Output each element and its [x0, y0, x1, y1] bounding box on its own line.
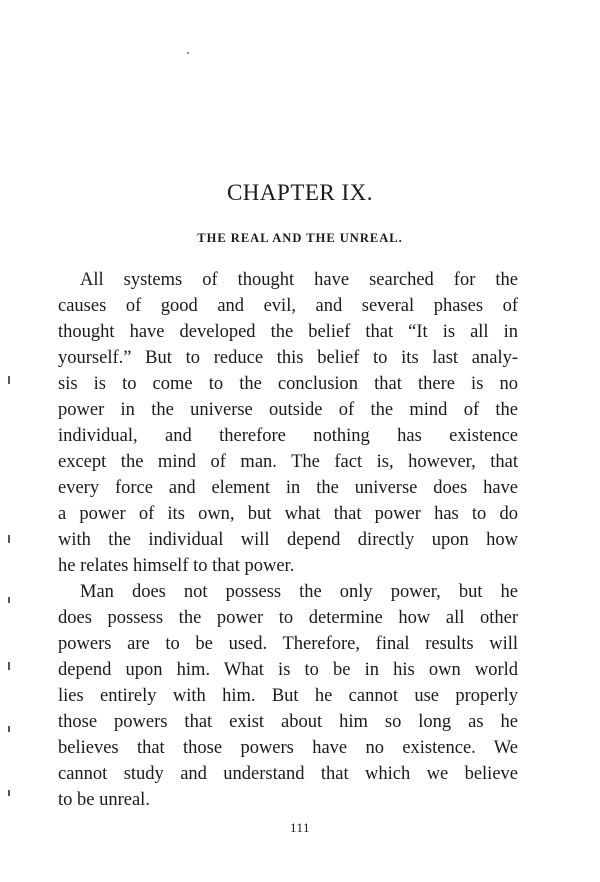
text-line: sis is to come to the conclusion that there is no — [58, 374, 518, 394]
chapter-subtitle: THE REAL AND THE UNREAL. — [197, 231, 403, 245]
body-text — [58, 267, 518, 813]
text-line: All systems of thought have searched for the — [80, 270, 518, 290]
margin-mark — [8, 726, 10, 732]
margin-mark — [8, 535, 10, 543]
margin-mark — [8, 597, 10, 603]
margin-mark — [8, 790, 10, 796]
text-line: power in the universe outside of the mind of the — [58, 400, 518, 420]
page-number: 111 — [289, 820, 311, 835]
page-speck — [187, 52, 189, 54]
text-line: cannot study and understand that which we believe — [58, 764, 518, 784]
text-line: depend upon him. What is to be in his own world — [58, 660, 518, 680]
chapter-heading: CHAPTER IX. — [226, 180, 374, 205]
text-line: those powers that exist about him so long as he — [58, 712, 518, 732]
text-line: thought have developed the belief that “It is all in — [58, 322, 518, 342]
text-line: a power of its own, but what that power has to do — [58, 504, 518, 524]
text-line: except the mind of man. The fact is, however, that — [58, 452, 518, 472]
paragraph-2 — [58, 579, 518, 813]
margin-mark — [8, 376, 10, 384]
text-line: individual, and therefore nothing has existence — [58, 426, 518, 446]
text-line: powers are to be used. Therefore, final results will — [58, 634, 518, 654]
text-line: lies entirely with him. But he cannot use properly — [58, 686, 518, 706]
text-line: Man does not possess the only power, but he — [80, 582, 518, 602]
text-line: he relates himself to that power. — [58, 556, 295, 576]
text-line: every force and element in the universe does have — [58, 478, 518, 498]
text-line: yourself.” But to reduce this belief to its last analy- — [58, 348, 518, 368]
text-line: causes of good and evil, and several phases of — [58, 296, 518, 316]
text-line: to be unreal. — [58, 790, 150, 810]
margin-mark — [8, 662, 10, 670]
text-line: with the individual will depend directly upon how — [58, 530, 518, 550]
paragraph-1 — [58, 267, 518, 579]
text-line: does possess the power to determine how all other — [58, 608, 518, 628]
text-line: believes that those powers have no existence. We — [58, 738, 518, 758]
